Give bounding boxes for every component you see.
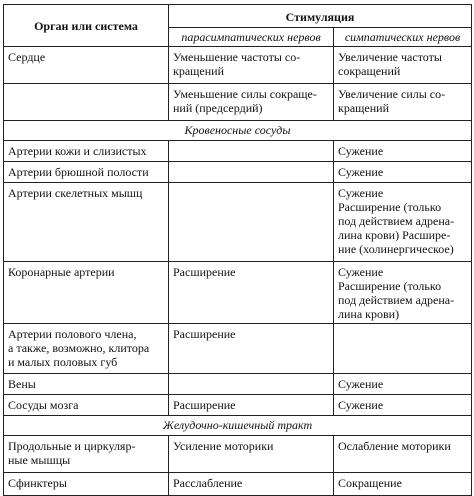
header-parasympathetic: парасимпатических нервов bbox=[169, 28, 334, 47]
row-symp: Ослабление моторики bbox=[334, 436, 472, 473]
header-stimulation: Стимуляция bbox=[169, 5, 472, 28]
row-symp bbox=[334, 324, 472, 374]
section-vessels: Кровеносные сосуды bbox=[4, 121, 472, 141]
header-organ: Орган или система bbox=[4, 5, 169, 47]
section-gi: Желудочно-кишечный тракт bbox=[4, 416, 472, 436]
header-sympathetic: симпатических нервов bbox=[334, 28, 472, 47]
row-para: Расширение bbox=[169, 395, 334, 416]
row-organ: Продольные и циркуляр- ные мышцы bbox=[4, 436, 169, 473]
row-organ: Артерии кожи и слизистых bbox=[4, 141, 169, 162]
row-organ: Сфинктеры bbox=[4, 473, 169, 496]
row-organ: Вены bbox=[4, 374, 169, 395]
row-organ: Коронарные артерии bbox=[4, 262, 169, 324]
autonomic-effects-table bbox=[3, 4, 472, 496]
row-symp: Сужение bbox=[334, 162, 472, 183]
row-para bbox=[169, 374, 334, 395]
row-organ: Сердце bbox=[4, 47, 169, 84]
row-symp: Сокращение bbox=[334, 473, 472, 496]
row-symp: Сужение bbox=[334, 395, 472, 416]
row-organ: Сосуды мозга bbox=[4, 395, 169, 416]
row-organ: Артерии полового члена, а также, возможно, клитора и малых половых губ bbox=[4, 324, 169, 374]
row-symp: Сужение bbox=[334, 141, 472, 162]
row-para: Расслабление bbox=[169, 473, 334, 496]
row-para: Расширение bbox=[169, 324, 334, 374]
row-symp: Сужение Расширение (только под действием адрена- лина крови) Расшире- ние (холинергическое) bbox=[334, 183, 472, 262]
row-organ bbox=[4, 84, 169, 121]
row-symp: Увеличение частоты сокращений bbox=[334, 47, 472, 84]
row-para: Уменьшение частоты со- кращений bbox=[169, 47, 334, 84]
row-para: Уменьшение силы сокраще- ний (предсердий) bbox=[169, 84, 334, 121]
row-symp: Сужение bbox=[334, 374, 472, 395]
row-organ: Артерии скелетных мышц bbox=[4, 183, 169, 262]
row-para: Усиление моторики bbox=[169, 436, 334, 473]
row-symp: Сужение Расширение (только под действием адрена- лина крови) bbox=[334, 262, 472, 324]
row-para: Расширение bbox=[169, 262, 334, 324]
row-symp: Увеличение силы со- кращений bbox=[334, 84, 472, 121]
row-para bbox=[169, 141, 334, 162]
row-para bbox=[169, 162, 334, 183]
row-organ: Артерии брюшной полости bbox=[4, 162, 169, 183]
row-para bbox=[169, 183, 334, 262]
